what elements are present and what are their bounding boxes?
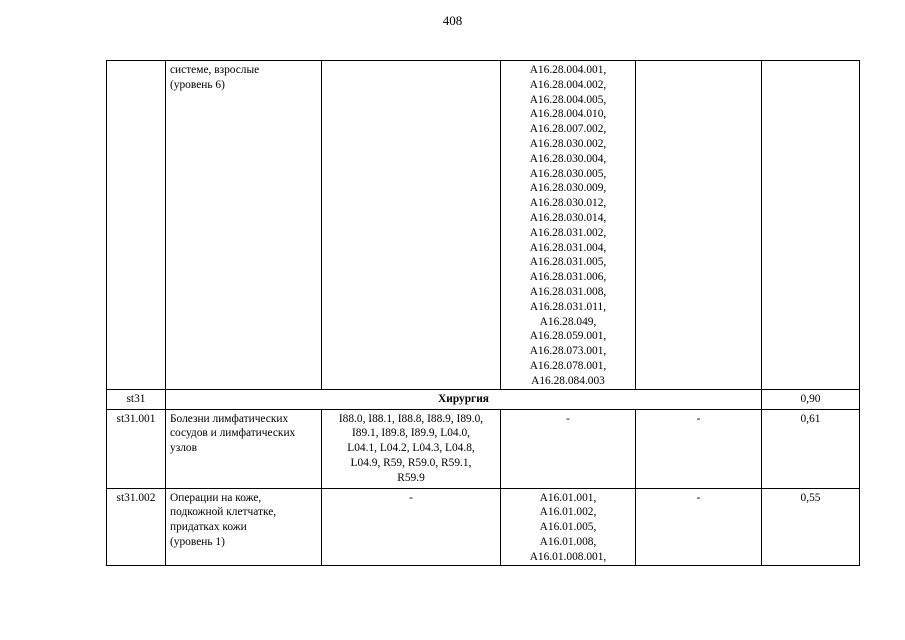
cell-diagnoses: - — [322, 488, 501, 565]
cell-coefficient: 0,55 — [762, 488, 860, 565]
cell-code: st31 — [107, 389, 166, 409]
cell-diagnoses: I88.0, I88.1, I88.8, I88.9, I89.0, I89.1, I89.8, I89.9, L04.0, L04.1, L04.2, L04.3, L04.8, L04.9, R59, R59.0, R59.1, R59.9 — [322, 409, 501, 488]
table-row — [107, 409, 860, 488]
section-title: Хирургия — [166, 389, 762, 409]
cell-coefficient: 0,90 — [762, 389, 860, 409]
cell-code: st31.002 — [107, 488, 166, 565]
cell-other: - — [636, 488, 762, 565]
cell-diagnoses — [322, 61, 501, 390]
cell-other: - — [636, 409, 762, 488]
cell-code: st31.001 — [107, 409, 166, 488]
cell-name: системе, взрослые (уровень 6) — [166, 61, 322, 390]
table-row-section — [107, 389, 860, 409]
cell-coefficient — [762, 61, 860, 390]
cell-services: A16.28.004.001, A16.28.004.002, A16.28.004.005, A16.28.004.010, A16.28.007.002, A16.28.030.002, A16.28.030.004, A16.28.030.005, A16.28.030.009, A16.28.030.012, A16.28.030.014, A16.28.031.002, A16.28.031.004, A16.28.031.005, A16.28.031.006, A16.28.031.008, A16.28.031.011, A16.28.049, A16.28.059.001, A16.28.073.001, A16.28.078.001, A16.28.084.003 — [501, 61, 636, 390]
cell-services: A16.01.001, A16.01.002, A16.01.005, A16.01.008, A16.01.008.001, — [501, 488, 636, 565]
page-number: 408 — [442, 13, 463, 28]
cell-coefficient: 0,61 — [762, 409, 860, 488]
cell-code — [107, 61, 166, 390]
table-row — [107, 488, 860, 565]
cell-services: - — [501, 409, 636, 488]
table-row — [107, 61, 860, 390]
tariff-table — [106, 60, 860, 566]
cell-name: Операции на коже, подкожной клетчатке, придатках кожи (уровень 1) — [166, 488, 322, 565]
cell-name: Болезни лимфатических сосудов и лимфатических узлов — [166, 409, 322, 488]
cell-other — [636, 61, 762, 390]
